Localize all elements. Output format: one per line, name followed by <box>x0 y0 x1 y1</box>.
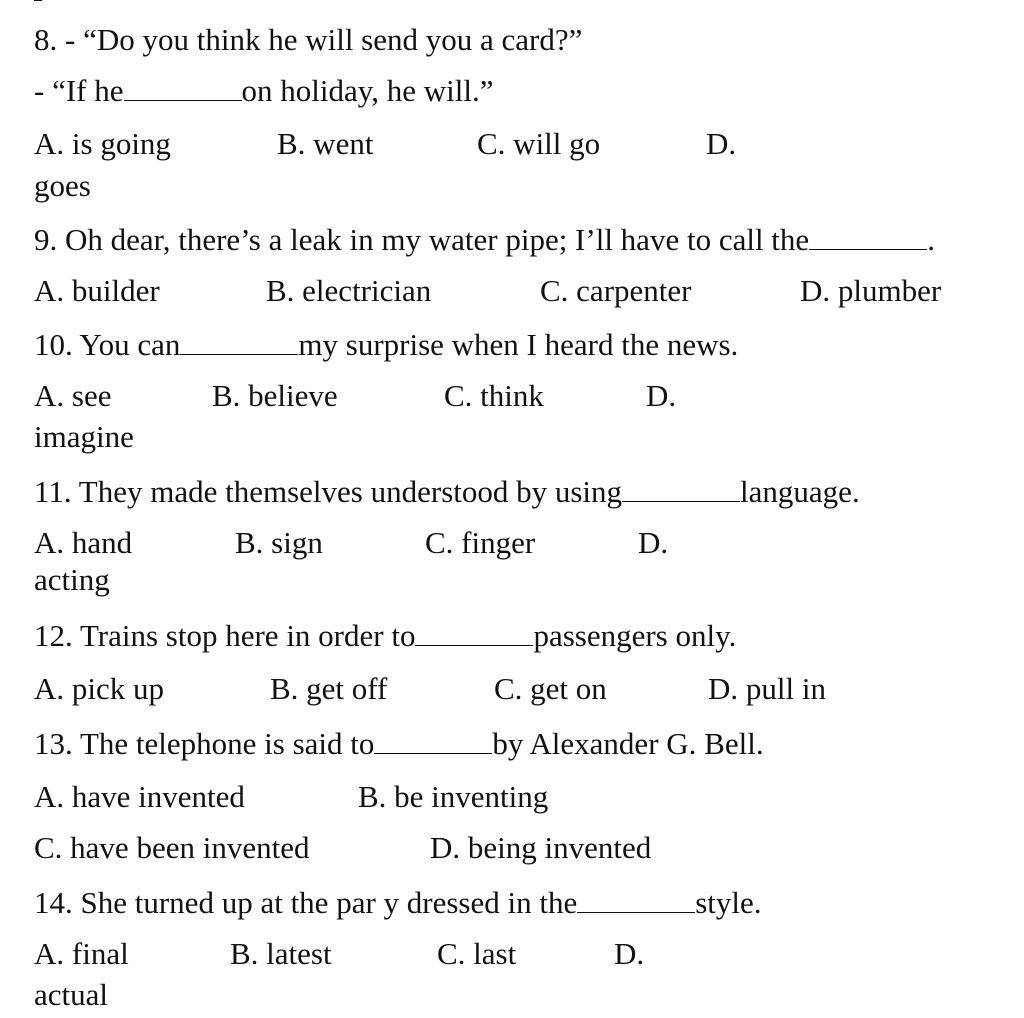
question-13-stem <box>34 725 764 762</box>
question-8-text-after: on holiday, he will.” <box>241 73 494 108</box>
question-8-option-c: C. will go <box>477 126 601 161</box>
question-13-option-d: D. being invented <box>430 830 652 865</box>
question-8-stem-line-1 <box>34 22 582 58</box>
question-13-option-c: C. have been invented <box>34 830 310 865</box>
question-9-text-after: . <box>927 222 935 257</box>
question-10-text-before: 10. You can <box>34 327 181 362</box>
question-12-text-before: 12. Trains stop here in order to <box>34 618 416 653</box>
question-12-stem <box>34 617 736 654</box>
question-12-option-b: B. get off <box>270 671 388 706</box>
question-8-option-b: B. went <box>277 126 374 161</box>
question-14-option-c: C. last <box>437 936 517 971</box>
question-9-option-b: B. electrician <box>266 273 432 308</box>
question-8-option-d: D. <box>706 126 737 161</box>
question-11-text-before: 11. They made themselves understood by using <box>34 474 623 509</box>
question-10-option-c: C. think <box>444 378 544 413</box>
question-14-option-d-wrap: actual <box>34 977 109 1012</box>
question-10-stem <box>34 326 738 363</box>
question-10-text-after: my surprise when I heard the news. <box>298 327 739 362</box>
question-11-option-c: C. finger <box>425 525 536 560</box>
question-9-option-a: A. builder <box>34 273 160 308</box>
answer-blank <box>124 72 242 101</box>
answer-blank <box>809 221 927 250</box>
question-14-option-d: D. <box>614 936 645 971</box>
question-14-option-b: B. latest <box>230 936 332 971</box>
answer-blank <box>622 473 740 502</box>
question-12-option-a: A. pick up <box>34 671 165 706</box>
question-10-option-d: D. <box>646 378 677 413</box>
question-14-text-after: style. <box>695 885 762 920</box>
question-10-option-d-wrap: imagine <box>34 419 134 454</box>
question-12-text-after: passengers only. <box>533 618 737 653</box>
question-14-option-a: A. final <box>34 936 129 971</box>
question-13-text-after: by Alexander G. Bell. <box>492 726 764 761</box>
question-12-option-c: C. get on <box>494 671 607 706</box>
question-10-option-a: A. see <box>34 378 112 413</box>
question-8-option-a: A. is going <box>34 126 171 161</box>
question-9-text-before: 9. Oh dear, there’s a leak in my water pipe; I’ll have to call the <box>34 222 810 257</box>
question-8-text: 8. - “Do you think he will send you a card?” <box>34 22 583 57</box>
question-14-text-before: 14. She turned up at the par y dressed in the <box>34 885 578 920</box>
question-11-option-a: A. hand <box>34 525 133 560</box>
answer-blank <box>180 326 298 355</box>
question-12-option-d: D. pull in <box>708 671 826 706</box>
question-8-text-before: - “If he <box>34 73 124 108</box>
answer-blank <box>577 884 695 913</box>
question-13-text-before: 13. The telephone is said to <box>34 726 375 761</box>
cropped-text-fragment <box>34 0 42 1</box>
question-9-option-c: C. carpenter <box>540 273 692 308</box>
question-8-option-d-wrap: goes <box>34 168 91 203</box>
answer-blank <box>374 725 492 754</box>
question-13-option-b: B. be inventing <box>358 779 549 814</box>
question-14-stem <box>34 884 762 921</box>
question-10-option-b: B. believe <box>212 378 338 413</box>
question-9-stem <box>34 221 935 258</box>
question-11-option-b: B. sign <box>235 525 323 560</box>
question-11-stem <box>34 473 860 510</box>
question-11-option-d: D. <box>638 525 669 560</box>
answer-blank <box>415 617 533 646</box>
question-11-option-d-wrap: acting <box>34 562 110 597</box>
question-11-text-after: language. <box>740 474 860 509</box>
question-13-option-a: A. have invented <box>34 779 245 814</box>
question-9-option-d: D. plumber <box>800 273 942 308</box>
question-8-stem-line-2 <box>34 72 493 109</box>
